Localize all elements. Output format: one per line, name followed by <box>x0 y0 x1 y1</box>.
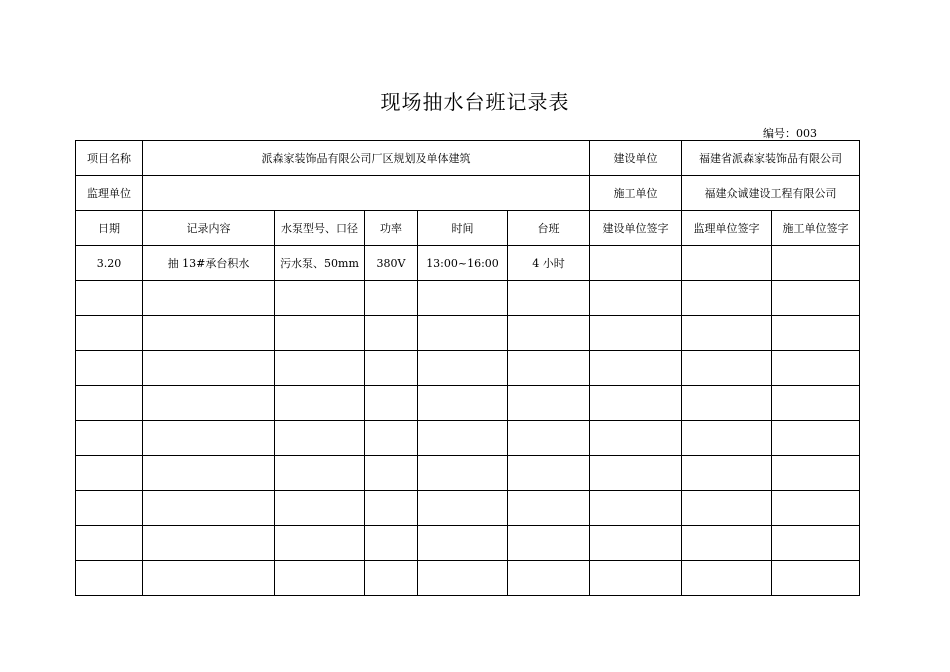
info-row-supervisor <box>76 176 860 211</box>
table-cell <box>590 526 682 561</box>
table-cell <box>365 281 418 316</box>
table-cell <box>590 281 682 316</box>
table-cell <box>508 351 590 386</box>
table-cell <box>365 351 418 386</box>
table-cell <box>418 421 508 456</box>
table-cell <box>365 491 418 526</box>
table-cell <box>772 351 860 386</box>
table-cell <box>682 351 772 386</box>
table-cell <box>418 526 508 561</box>
table-row <box>76 561 860 596</box>
table-cell <box>508 421 590 456</box>
table-row <box>76 456 860 491</box>
column-header: 建设单位签字 <box>590 211 682 246</box>
column-header: 功率 <box>365 211 418 246</box>
project-name-value: 派森家装饰品有限公司厂区规划及单体建筑 <box>143 141 590 176</box>
table-cell <box>365 386 418 421</box>
document-number: 编号：003 <box>763 127 817 140</box>
table-cell <box>772 561 860 596</box>
table-cell <box>590 421 682 456</box>
table-cell <box>365 526 418 561</box>
table-cell <box>772 526 860 561</box>
contractor-value: 福建众诚建设工程有限公司 <box>682 176 860 211</box>
table-cell <box>143 351 275 386</box>
table-cell <box>590 316 682 351</box>
table-row <box>76 246 860 281</box>
table-cell <box>682 316 772 351</box>
table-cell <box>275 526 365 561</box>
table-cell <box>772 281 860 316</box>
table-cell <box>418 316 508 351</box>
table-cell <box>590 246 682 281</box>
table-row <box>76 316 860 351</box>
column-header: 施工单位签字 <box>772 211 860 246</box>
table-cell <box>76 526 143 561</box>
table-cell <box>275 281 365 316</box>
table-row <box>76 491 860 526</box>
column-header: 记录内容 <box>143 211 275 246</box>
table-cell <box>76 561 143 596</box>
table-cell <box>682 456 772 491</box>
table-cell: 3.20 <box>76 246 143 281</box>
column-header: 台班 <box>508 211 590 246</box>
table-cell <box>590 491 682 526</box>
column-header-row <box>76 211 860 246</box>
table-cell <box>590 456 682 491</box>
builder-label: 建设单位 <box>590 141 682 176</box>
column-header: 时间 <box>418 211 508 246</box>
table-cell <box>772 491 860 526</box>
table-cell <box>590 351 682 386</box>
project-name-label: 项目名称 <box>76 141 143 176</box>
table-cell <box>590 561 682 596</box>
table-cell <box>772 246 860 281</box>
table-cell: 污水泵、50mm <box>275 246 365 281</box>
table-cell <box>682 386 772 421</box>
table-cell <box>275 386 365 421</box>
table-cell <box>76 456 143 491</box>
table-cell <box>275 421 365 456</box>
column-header: 水泵型号、口径 <box>275 211 365 246</box>
table-cell <box>508 281 590 316</box>
table-cell <box>508 386 590 421</box>
record-table <box>75 140 860 596</box>
table-cell: 13:00~16:00 <box>418 246 508 281</box>
table-cell <box>418 561 508 596</box>
table-row <box>76 386 860 421</box>
table-cell <box>682 561 772 596</box>
table-cell <box>418 281 508 316</box>
table-cell <box>418 456 508 491</box>
table-cell <box>76 316 143 351</box>
table-cell <box>418 491 508 526</box>
table-cell <box>76 421 143 456</box>
table-row <box>76 421 860 456</box>
table-cell <box>682 491 772 526</box>
builder-value: 福建省派森家装饰品有限公司 <box>682 141 860 176</box>
supervisor-value <box>143 176 590 211</box>
table-cell <box>508 561 590 596</box>
table-row <box>76 351 860 386</box>
table-cell <box>418 386 508 421</box>
table-cell <box>275 491 365 526</box>
table-cell <box>143 561 275 596</box>
table-cell <box>143 386 275 421</box>
table-cell <box>143 491 275 526</box>
table-cell <box>772 386 860 421</box>
table-cell <box>508 491 590 526</box>
supervisor-label: 监理单位 <box>76 176 143 211</box>
column-header: 监理单位签字 <box>682 211 772 246</box>
table-cell <box>508 316 590 351</box>
table-cell <box>418 351 508 386</box>
table-cell <box>143 421 275 456</box>
table-cell <box>772 421 860 456</box>
table-cell <box>143 526 275 561</box>
info-row-project <box>76 141 860 176</box>
table-cell <box>76 281 143 316</box>
page-title: 现场抽水台班记录表 <box>380 90 570 114</box>
table-cell <box>275 316 365 351</box>
table-cell <box>590 386 682 421</box>
table-cell <box>143 316 275 351</box>
table-row <box>76 526 860 561</box>
contractor-label: 施工单位 <box>590 176 682 211</box>
column-header: 日期 <box>76 211 143 246</box>
table-cell <box>275 561 365 596</box>
table-cell: 抽 13#承台积水 <box>143 246 275 281</box>
table-cell <box>143 456 275 491</box>
table-cell <box>365 421 418 456</box>
table-cell <box>772 316 860 351</box>
table-cell <box>143 281 275 316</box>
table-row <box>76 281 860 316</box>
table-cell <box>275 456 365 491</box>
table-cell <box>76 351 143 386</box>
table-cell <box>365 456 418 491</box>
table-cell: 380V <box>365 246 418 281</box>
table-cell <box>508 456 590 491</box>
table-cell <box>682 421 772 456</box>
table-cell <box>682 281 772 316</box>
table-cell <box>275 351 365 386</box>
table-cell <box>682 246 772 281</box>
table-cell <box>76 386 143 421</box>
table-cell <box>772 456 860 491</box>
table-cell: 4 小时 <box>508 246 590 281</box>
table-cell <box>76 491 143 526</box>
table-cell <box>365 561 418 596</box>
table-cell <box>508 526 590 561</box>
table-cell <box>682 526 772 561</box>
table-cell <box>365 316 418 351</box>
